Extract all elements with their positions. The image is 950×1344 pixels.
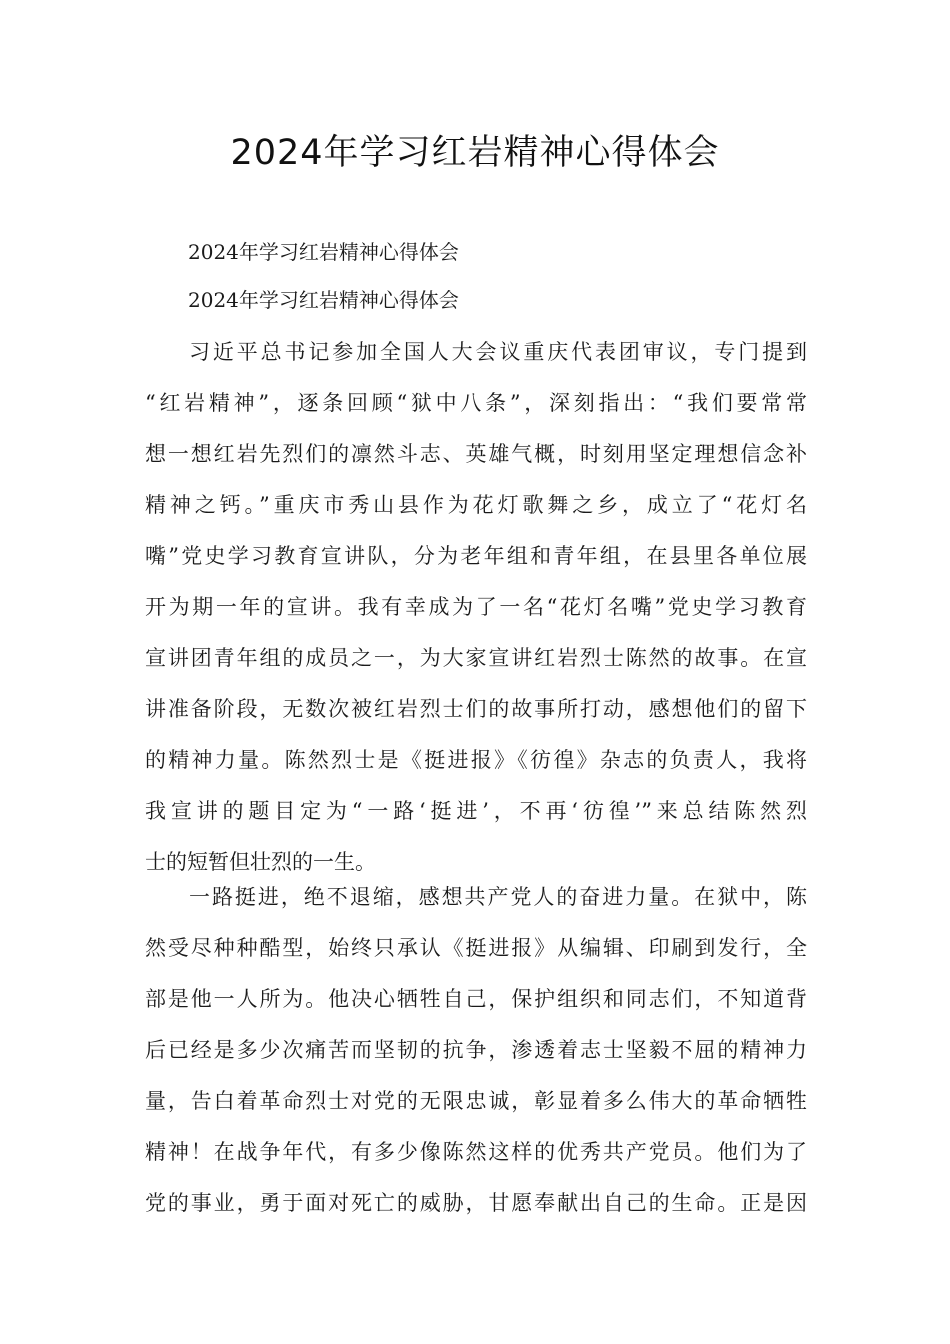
paragraph-line: 嘴”党史学习教育宣讲队，分为老年组和青年组，在县里各单位展 — [145, 544, 807, 568]
paragraph-line: 我宣讲的题目定为“一路‘挺进’，不再‘彷徨’”来总结陈然烈 — [145, 799, 807, 823]
paragraph-line: 宣讲团青年组的成员之一，为大家宣讲红岩烈士陈然的故事。在宣 — [145, 646, 807, 670]
paragraph-2 — [145, 872, 807, 1229]
paragraph-line: 后已经是多少次痛苦而坚韧的抗争，渗透着志士坚毅不屈的精神力 — [145, 1038, 807, 1062]
paragraph-line: 精神！在战争年代，有多少像陈然这样的优秀共产党员。他们为了 — [145, 1140, 807, 1164]
paragraph-line: 党的事业，勇于面对死亡的威胁，甘愿奉献出自己的生命。正是因 — [145, 1191, 807, 1215]
paragraph-line: “红岩精神”，逐条回顾“狱中八条”，深刻指出：“我们要常常 — [145, 391, 807, 415]
paragraph-1 — [145, 327, 807, 888]
paragraph-line: 习近平总书记参加全国人大会议重庆代表团审议，专门提到 — [189, 340, 807, 364]
paragraph-line: 量，告白着革命烈士对党的无限忠诚，彰显着多么伟大的革命牺牲 — [145, 1089, 807, 1113]
paragraph-line: 一路挺进，绝不退缩，感想共产党人的奋进力量。在狱中，陈 — [189, 885, 807, 909]
paragraph-line: 然受尽种种酷型，始终只承认《挺进报》从编辑、印刷到发行，全 — [145, 936, 807, 960]
subtitle-line: 2024年学习红岩精神心得体会 — [188, 240, 459, 264]
paragraph-line: 士的短暂但壮烈的一生。 — [145, 850, 376, 874]
paragraph-line: 的精神力量。陈然烈士是《挺进报》《彷徨》杂志的负责人，我将 — [145, 748, 807, 772]
document-title: 2024年学习红岩精神心得体会 — [230, 133, 720, 173]
subtitle-line: 2024年学习红岩精神心得体会 — [188, 288, 459, 312]
paragraph-line: 部是他一人所为。他决心牺牲自己，保护组织和同志们，不知道背 — [145, 987, 807, 1011]
paragraph-line: 开为期一年的宣讲。我有幸成为了一名“花灯名嘴”党史学习教育 — [145, 595, 807, 619]
paragraph-line: 精神之钙。”重庆市秀山县作为花灯歌舞之乡，成立了“花灯名 — [145, 493, 807, 517]
paragraph-line: 想一想红岩先烈们的凛然斗志、英雄气概，时刻用坚定理想信念补 — [145, 442, 807, 466]
paragraph-line: 讲准备阶段，无数次被红岩烈士们的故事所打动，感想他们的留下 — [145, 697, 807, 721]
